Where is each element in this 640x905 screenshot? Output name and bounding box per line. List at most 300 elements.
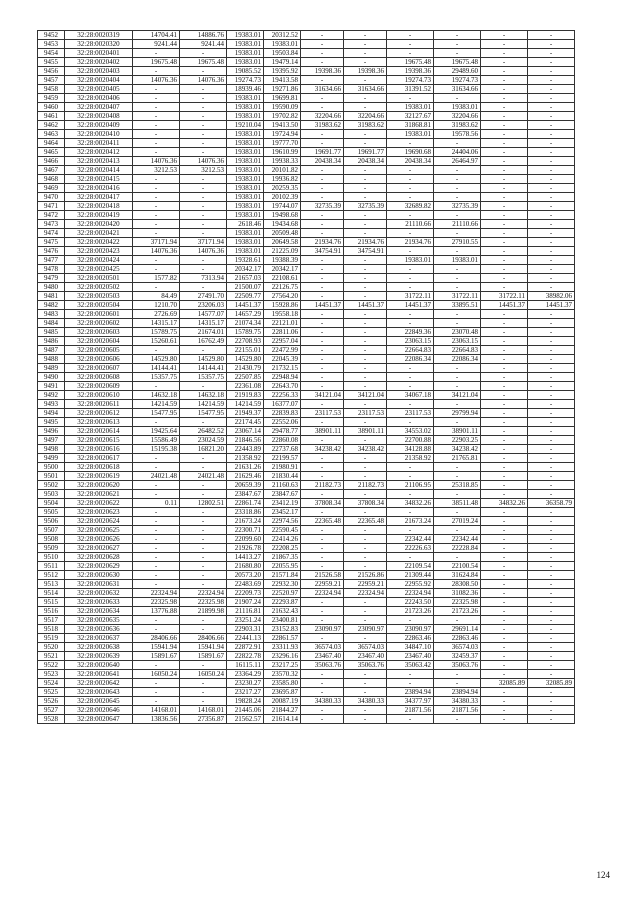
value-cell: - [133, 490, 180, 499]
value-cell: 20509.48 [264, 229, 301, 238]
value-cell: - [301, 535, 344, 544]
table-row [38, 625, 575, 634]
value-cell: 34238.42 [344, 445, 387, 454]
cadastral-number-cell: 32:28:0020611 [65, 400, 133, 409]
value-cell: - [301, 472, 344, 481]
row-number-cell: 9519 [38, 634, 65, 643]
value-cell: - [133, 85, 180, 94]
value-cell: - [180, 193, 227, 202]
value-cell: - [180, 481, 227, 490]
value-cell: 23847.67 [264, 490, 301, 499]
row-number-cell: 9481 [38, 292, 65, 301]
value-cell: 22256.33 [264, 391, 301, 400]
value-cell: - [481, 598, 528, 607]
table-row [38, 184, 575, 193]
value-cell: - [387, 319, 434, 328]
value-cell: 14315.17 [133, 319, 180, 328]
cadastral-number-cell: 32:28:0020618 [65, 463, 133, 472]
value-cell: 15928.86 [264, 301, 301, 310]
cadastral-number-cell: 32:28:0020411 [65, 139, 133, 148]
value-cell: 14413.27 [227, 553, 264, 562]
value-cell: 19425.64 [133, 427, 180, 436]
table-row [38, 553, 575, 562]
value-cell: 22520.97 [264, 589, 301, 598]
cadastral-number-cell: 32:28:0020602 [65, 319, 133, 328]
value-cell: 23230.27 [227, 679, 264, 688]
row-number-cell: 9520 [38, 643, 65, 652]
value-cell: - [528, 337, 575, 346]
value-cell: - [528, 427, 575, 436]
value-cell: 32085.89 [528, 679, 575, 688]
value-cell: 15477.95 [180, 409, 227, 418]
value-cell: 34754.91 [344, 247, 387, 256]
value-cell: 23090.97 [387, 625, 434, 634]
cadastral-value-table [37, 30, 575, 724]
value-cell: 16762.49 [180, 337, 227, 346]
value-cell: - [528, 166, 575, 175]
value-cell: 16050.24 [133, 670, 180, 679]
value-cell: - [481, 616, 528, 625]
value-cell: 19085.52 [227, 67, 264, 76]
table-row [38, 697, 575, 706]
value-cell: - [528, 553, 575, 562]
value-cell: - [301, 265, 344, 274]
value-cell: 21867.35 [264, 553, 301, 562]
value-cell: - [301, 454, 344, 463]
value-cell: - [434, 274, 481, 283]
value-cell: - [301, 598, 344, 607]
value-cell: - [528, 670, 575, 679]
value-cell: 19498.68 [264, 211, 301, 220]
value-cell: 22708.93 [227, 337, 264, 346]
value-cell: - [387, 472, 434, 481]
value-cell: 19398.36 [301, 67, 344, 76]
value-cell: - [481, 130, 528, 139]
value-cell: - [344, 40, 387, 49]
value-cell: - [528, 463, 575, 472]
value-cell: - [528, 472, 575, 481]
value-cell: 23585.80 [264, 679, 301, 688]
value-cell: - [481, 58, 528, 67]
table-row [38, 517, 575, 526]
cadastral-number-cell: 32:28:0020634 [65, 607, 133, 616]
value-cell: - [133, 193, 180, 202]
value-cell: 2726.69 [133, 310, 180, 319]
row-number-cell: 9491 [38, 382, 65, 391]
value-cell: 31983.62 [344, 121, 387, 130]
value-cell: - [180, 697, 227, 706]
value-cell: 14144.41 [133, 364, 180, 373]
value-cell: - [344, 193, 387, 202]
value-cell: - [133, 229, 180, 238]
value-cell: 23570.32 [264, 670, 301, 679]
value-cell: - [434, 679, 481, 688]
value-cell: 23847.67 [227, 490, 264, 499]
value-cell: - [180, 184, 227, 193]
table-row [38, 562, 575, 571]
table-row [38, 103, 575, 112]
value-cell: 21358.92 [227, 454, 264, 463]
value-cell: - [528, 157, 575, 166]
row-number-cell: 9459 [38, 94, 65, 103]
value-cell: - [528, 121, 575, 130]
value-cell: - [528, 58, 575, 67]
value-cell: 37171.94 [133, 238, 180, 247]
value-cell: 21160.63 [264, 481, 301, 490]
value-cell: 22552.06 [264, 418, 301, 427]
value-cell: - [301, 328, 344, 337]
value-cell: 19699.81 [264, 94, 301, 103]
row-number-cell: 9458 [38, 85, 65, 94]
value-cell: 22863.46 [434, 634, 481, 643]
row-number-cell: 9475 [38, 238, 65, 247]
cadastral-number-cell: 32:28:0020622 [65, 499, 133, 508]
value-cell: - [180, 103, 227, 112]
value-cell: 19690.68 [387, 148, 434, 157]
value-cell: - [344, 211, 387, 220]
value-cell: 22472.99 [264, 346, 301, 355]
value-cell: - [387, 247, 434, 256]
value-cell: - [481, 562, 528, 571]
value-cell: - [481, 526, 528, 535]
value-cell: 31634.66 [301, 85, 344, 94]
value-cell: 22325.98 [180, 598, 227, 607]
value-cell: - [301, 292, 344, 301]
table-row [38, 715, 575, 724]
cadastral-number-cell: 32:28:0020608 [65, 373, 133, 382]
value-cell: - [387, 49, 434, 58]
value-cell: 32085.89 [481, 679, 528, 688]
value-cell: 22811.06 [264, 328, 301, 337]
row-number-cell: 9456 [38, 67, 65, 76]
value-cell: 21445.06 [227, 706, 264, 715]
value-cell: 19383.01 [227, 139, 264, 148]
value-cell: - [133, 67, 180, 76]
table-row [38, 301, 575, 310]
value-cell: - [344, 436, 387, 445]
value-cell: 21614.14 [264, 715, 301, 724]
value-cell: - [481, 652, 528, 661]
value-cell: 16050.24 [180, 670, 227, 679]
value-cell: - [301, 400, 344, 409]
table-row [38, 544, 575, 553]
value-cell: - [528, 31, 575, 40]
value-cell: 19691.77 [344, 148, 387, 157]
value-cell: 22300.71 [227, 526, 264, 535]
value-cell: - [434, 229, 481, 238]
value-cell: - [344, 535, 387, 544]
table-row [38, 319, 575, 328]
value-cell: - [434, 670, 481, 679]
cadastral-number-cell: 32:28:0020621 [65, 490, 133, 499]
value-cell: 21846.56 [227, 436, 264, 445]
table-row [38, 247, 575, 256]
value-cell: 21830.44 [264, 472, 301, 481]
value-cell: 21631.26 [227, 463, 264, 472]
value-cell: - [481, 454, 528, 463]
value-cell: - [528, 625, 575, 634]
row-number-cell: 9518 [38, 625, 65, 634]
value-cell: 20438.34 [387, 157, 434, 166]
value-cell: - [180, 517, 227, 526]
value-cell: - [180, 220, 227, 229]
value-cell: - [387, 211, 434, 220]
value-cell: - [180, 562, 227, 571]
value-cell: 31868.81 [387, 121, 434, 130]
value-cell: 19383.01 [387, 256, 434, 265]
value-cell: - [180, 49, 227, 58]
value-cell: - [434, 463, 481, 472]
value-cell: 34832.26 [387, 499, 434, 508]
value-cell: 31624.84 [434, 571, 481, 580]
value-cell: 14214.59 [227, 400, 264, 409]
value-cell: - [301, 193, 344, 202]
value-cell: 22324.94 [387, 589, 434, 598]
cadastral-number-cell: 32:28:0020405 [65, 85, 133, 94]
value-cell: - [528, 643, 575, 652]
cadastral-number-cell: 32:28:0020503 [65, 292, 133, 301]
value-cell: 22086.34 [434, 355, 481, 364]
value-cell: 28308.50 [434, 580, 481, 589]
value-cell: 27356.87 [180, 715, 227, 724]
value-cell: 21980.91 [264, 463, 301, 472]
value-cell: - [528, 445, 575, 454]
value-cell: 31722.11 [387, 292, 434, 301]
cadastral-number-cell: 32:28:0020623 [65, 508, 133, 517]
value-cell: - [481, 202, 528, 211]
value-cell: - [387, 508, 434, 517]
value-cell: 23412.19 [264, 499, 301, 508]
value-cell: 21526.58 [301, 571, 344, 580]
value-cell: - [344, 103, 387, 112]
value-cell: 31983.62 [301, 121, 344, 130]
value-cell: 22209.73 [227, 589, 264, 598]
value-cell: 20101.82 [264, 166, 301, 175]
row-number-cell: 9492 [38, 391, 65, 400]
table-row [38, 688, 575, 697]
value-cell: - [344, 220, 387, 229]
table-body [38, 31, 575, 724]
value-cell: - [133, 418, 180, 427]
value-cell: 22903.31 [227, 625, 264, 634]
value-cell: 22957.04 [264, 337, 301, 346]
value-cell: - [387, 139, 434, 148]
value-cell: 19675.48 [434, 58, 481, 67]
value-cell: - [434, 310, 481, 319]
value-cell: 22955.92 [387, 580, 434, 589]
value-cell: - [133, 184, 180, 193]
value-cell: - [481, 265, 528, 274]
value-cell: - [344, 562, 387, 571]
row-number-cell: 9471 [38, 202, 65, 211]
value-cell: - [528, 607, 575, 616]
cadastral-number-cell: 32:28:0020422 [65, 238, 133, 247]
value-cell: 14886.76 [180, 31, 227, 40]
value-cell: 2618.46 [227, 220, 264, 229]
value-cell: - [528, 67, 575, 76]
value-cell: - [180, 661, 227, 670]
row-number-cell: 9485 [38, 328, 65, 337]
value-cell: - [528, 346, 575, 355]
value-cell: - [344, 373, 387, 382]
value-cell: - [528, 364, 575, 373]
value-cell: 22507.85 [227, 373, 264, 382]
value-cell: 38982.06 [528, 292, 575, 301]
value-cell: - [434, 382, 481, 391]
cadastral-number-cell: 32:28:0020605 [65, 346, 133, 355]
value-cell: - [344, 364, 387, 373]
value-cell: - [301, 310, 344, 319]
value-cell: - [528, 715, 575, 724]
value-cell: - [180, 571, 227, 580]
value-cell: - [434, 400, 481, 409]
value-cell: 19398.36 [344, 67, 387, 76]
value-cell: - [180, 544, 227, 553]
value-cell: 19383.01 [227, 202, 264, 211]
value-cell: - [301, 508, 344, 517]
row-number-cell: 9503 [38, 490, 65, 499]
cadastral-number-cell: 32:28:0020647 [65, 715, 133, 724]
value-cell: 19383.01 [227, 157, 264, 166]
value-cell: 21871.56 [434, 706, 481, 715]
value-cell: - [434, 31, 481, 40]
value-cell: 32204.66 [301, 112, 344, 121]
value-cell: 23894.94 [387, 688, 434, 697]
row-number-cell: 9484 [38, 319, 65, 328]
cadastral-number-cell: 32:28:0020629 [65, 562, 133, 571]
cadastral-number-cell: 32:28:0020624 [65, 517, 133, 526]
value-cell: 14168.01 [133, 706, 180, 715]
value-cell: 22324.94 [180, 589, 227, 598]
value-cell: 34553.02 [387, 427, 434, 436]
value-cell: 34754.91 [301, 247, 344, 256]
value-cell: 22121.01 [264, 319, 301, 328]
value-cell: - [180, 130, 227, 139]
table-row [38, 283, 575, 292]
value-cell: - [481, 85, 528, 94]
value-cell: - [528, 202, 575, 211]
value-cell: 22109.54 [387, 562, 434, 571]
value-cell: - [180, 625, 227, 634]
value-cell: 84.49 [133, 292, 180, 301]
value-cell: 19210.04 [227, 121, 264, 130]
value-cell: - [481, 355, 528, 364]
value-cell: - [180, 211, 227, 220]
value-cell: - [481, 715, 528, 724]
value-cell: - [528, 103, 575, 112]
value-cell: 32459.37 [434, 652, 481, 661]
value-cell: - [180, 382, 227, 391]
cadastral-number-cell: 32:28:0020421 [65, 229, 133, 238]
value-cell: 21934.76 [344, 238, 387, 247]
value-cell: 22932.30 [264, 580, 301, 589]
value-cell: 22361.08 [227, 382, 264, 391]
value-cell: - [528, 490, 575, 499]
value-cell: - [180, 616, 227, 625]
value-cell: - [301, 337, 344, 346]
value-cell: - [387, 490, 434, 499]
row-number-cell: 9457 [38, 76, 65, 85]
value-cell: - [180, 463, 227, 472]
value-cell: 15941.94 [180, 643, 227, 652]
cadastral-number-cell: 32:28:0020407 [65, 103, 133, 112]
value-cell: - [180, 112, 227, 121]
table-row [38, 355, 575, 364]
value-cell: - [481, 193, 528, 202]
value-cell: - [180, 94, 227, 103]
value-cell: - [481, 445, 528, 454]
value-cell: 21680.80 [227, 562, 264, 571]
row-number-cell: 9505 [38, 508, 65, 517]
value-cell: 34067.18 [387, 391, 434, 400]
value-cell: 22293.87 [264, 598, 301, 607]
value-cell: 19675.48 [133, 58, 180, 67]
value-cell: 19383.01 [227, 193, 264, 202]
value-cell: 22155.01 [227, 346, 264, 355]
value-cell: - [301, 382, 344, 391]
row-number-cell: 9502 [38, 481, 65, 490]
value-cell: 19675.48 [180, 58, 227, 67]
row-number-cell: 9498 [38, 445, 65, 454]
value-cell: 34380.33 [434, 697, 481, 706]
value-cell: - [481, 697, 528, 706]
value-cell: 22643.70 [264, 382, 301, 391]
value-cell: - [434, 553, 481, 562]
row-number-cell: 9487 [38, 346, 65, 355]
cadastral-number-cell: 32:28:0020617 [65, 454, 133, 463]
value-cell: 34238.42 [434, 445, 481, 454]
value-cell: - [344, 310, 387, 319]
value-cell: 22664.83 [434, 346, 481, 355]
table-row [38, 382, 575, 391]
value-cell: 21844.27 [264, 706, 301, 715]
value-cell: 19828.24 [227, 697, 264, 706]
value-cell: 19434.68 [264, 220, 301, 229]
value-cell: - [481, 256, 528, 265]
value-cell: 34377.97 [387, 697, 434, 706]
value-cell: 21562.57 [227, 715, 264, 724]
value-cell: 31983.62 [434, 121, 481, 130]
value-cell: - [133, 679, 180, 688]
value-cell: - [434, 175, 481, 184]
table-row [38, 571, 575, 580]
value-cell: 32689.82 [387, 202, 434, 211]
value-cell: 36574.03 [301, 643, 344, 652]
table-row [38, 580, 575, 589]
value-cell: 21074.34 [227, 319, 264, 328]
value-cell: - [481, 283, 528, 292]
value-cell: - [344, 598, 387, 607]
value-cell: 16821.20 [180, 445, 227, 454]
value-cell: 22324.94 [301, 589, 344, 598]
value-cell: - [528, 94, 575, 103]
value-cell: - [481, 310, 528, 319]
value-cell: 22342.44 [434, 535, 481, 544]
value-cell: - [344, 139, 387, 148]
value-cell: - [180, 229, 227, 238]
table-row [38, 40, 575, 49]
value-cell: - [301, 670, 344, 679]
value-cell: - [481, 643, 528, 652]
value-cell: - [344, 319, 387, 328]
value-cell: 22948.94 [264, 373, 301, 382]
row-number-cell: 9513 [38, 580, 65, 589]
value-cell: - [481, 418, 528, 427]
value-cell: 28406.66 [133, 634, 180, 643]
table-row [38, 328, 575, 337]
value-cell: 28406.66 [180, 634, 227, 643]
value-cell: 22974.56 [264, 517, 301, 526]
